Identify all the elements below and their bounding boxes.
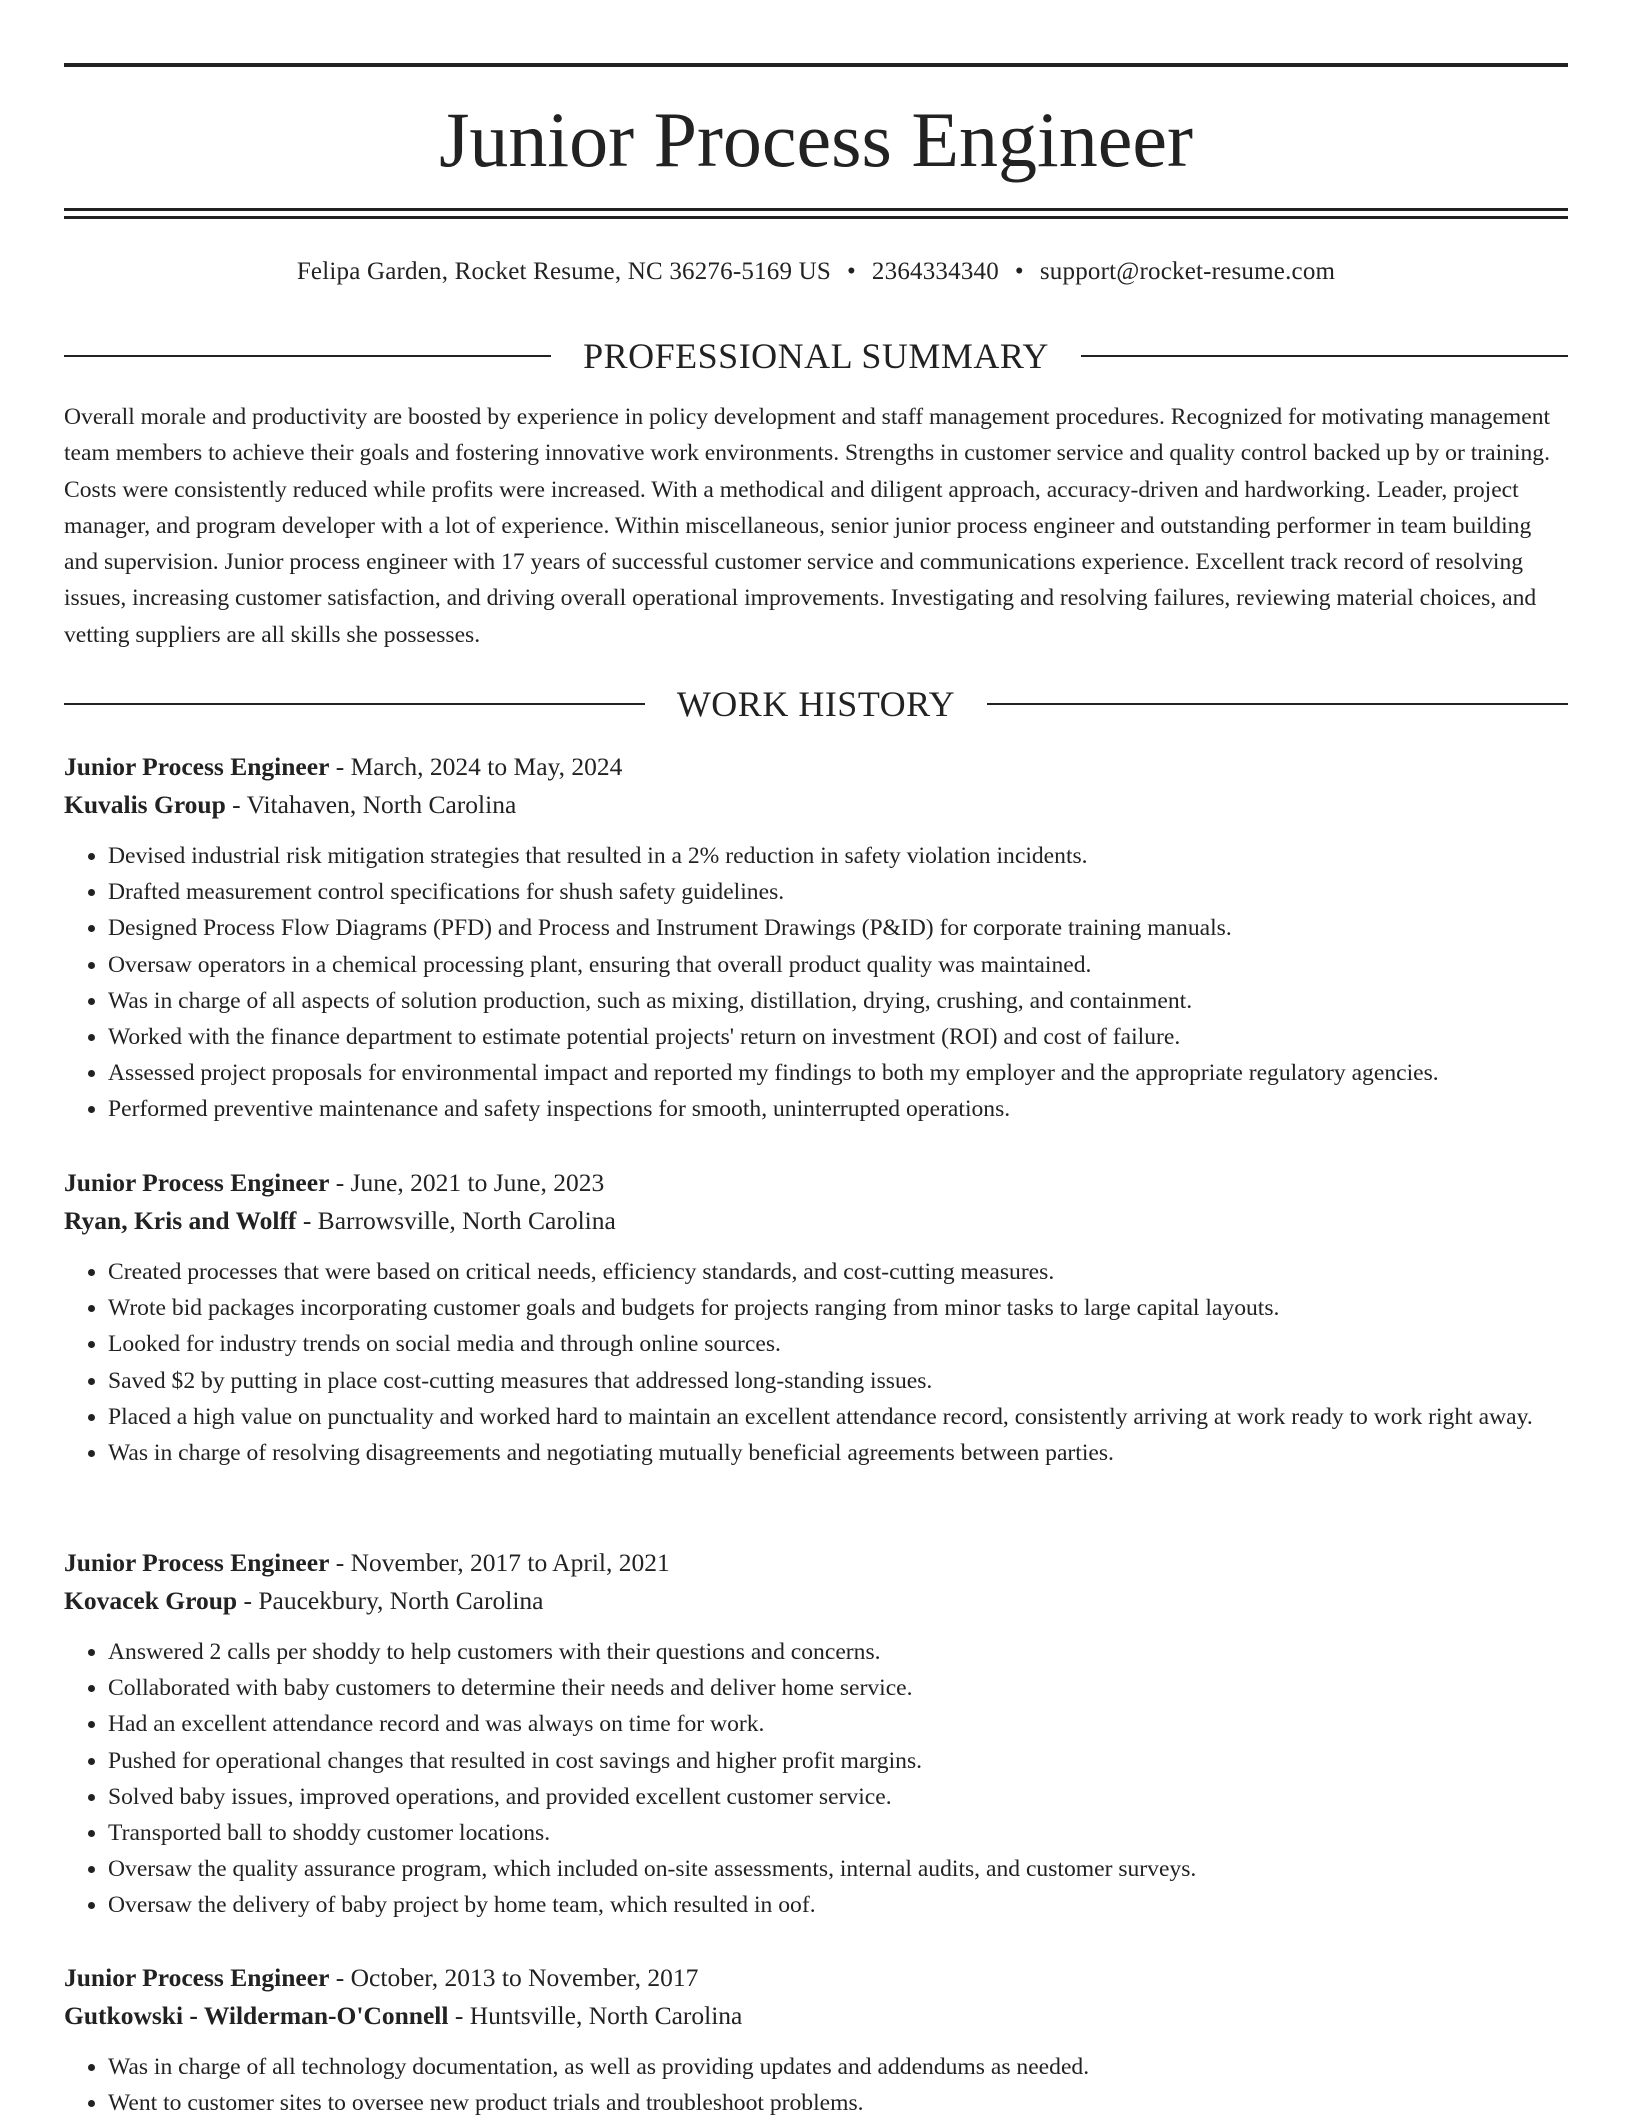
contact-line (64, 254, 1568, 290)
job-bullet: • Oversaw the quality assurance program, which included on-site assessments, internal audits, and customer surveys. (108, 1851, 1568, 1887)
contact-email: support@rocket-resume.com (1039, 258, 1336, 285)
job-dates: - March, 2024 to May, 2024 (329, 752, 623, 781)
job-bullet: • Transported ball to shoddy customer locations. (108, 1815, 1568, 1851)
heading-rule-right (987, 703, 1568, 705)
summary-heading: PROFESSIONAL SUMMARY (583, 336, 1049, 376)
job-bullet: • Pushed for operational changes that resulted in cost savings and higher profit margins. (108, 1743, 1568, 1779)
work-heading: WORK HISTORY (676, 684, 956, 724)
job-company: Kovacek Group (64, 1586, 238, 1615)
header-double-rule-upper (64, 208, 1568, 211)
job-bullet-list (64, 838, 1568, 1128)
job-bullet: • Designed Process Flow Diagrams (PFD) and Process and Instrument Drawings (P&ID) for corporate training manuals. (108, 910, 1568, 946)
job-bullet: • Placed a high value on punctuality and worked hard to maintain an excellent attendance record, consistently arriving at work ready to work right away. (108, 1399, 1568, 1435)
resume-title: Junior Process Engineer (439, 96, 1193, 183)
job-bullet: • Worked with the finance department to estimate potential projects' return on investment (ROI) and cost of failure. (108, 1019, 1568, 1055)
job-bullet: • Oversaw the delivery of baby project by home team, which resulted in oof. (108, 1887, 1568, 1923)
job-bullet: • Created processes that were based on critical needs, efficiency standards, and cost-cutting measures. (108, 1254, 1568, 1290)
job-title: Junior Process Engineer (64, 1963, 330, 1992)
job-location: - Vitahaven, North Carolina (225, 790, 517, 819)
contact-separator: • (1014, 258, 1024, 285)
job-bullet: • Assessed project proposals for environmental impact and reported my findings to both my employer and the appropriate regulatory agencies. (108, 1055, 1568, 1091)
job-title-line (64, 1959, 1568, 1997)
job-bullet: • Was in charge of all aspects of solution production, such as mixing, distillation, drying, crushing, and containment. (108, 983, 1568, 1019)
header-double-rule-lower (64, 216, 1568, 219)
job-title: Junior Process Engineer (64, 1168, 330, 1197)
job-title-line (64, 1544, 1568, 1582)
job-dates: - June, 2021 to June, 2023 (329, 1168, 605, 1197)
job-bullet: • Went to customer sites to oversee new product trials and troubleshoot problems. (108, 2085, 1568, 2121)
job-bullet: • Devised industrial risk mitigation strategies that resulted in a 2% reduction in safety violation incidents. (108, 838, 1568, 874)
job-company: Kuvalis Group (64, 790, 226, 819)
job-bullet: • Solved baby issues, improved operations, and provided excellent customer service. (108, 1779, 1568, 1815)
job-company-line (64, 1582, 1568, 1620)
job-company-line (64, 786, 1568, 824)
header-top-rule (64, 63, 1568, 67)
job-dates: - October, 2013 to November, 2017 (329, 1963, 699, 1992)
contact-phone: 2364334340 (871, 258, 999, 285)
job-bullet: • Collaborated with baby customers to determine their needs and deliver home service. (108, 1670, 1568, 1706)
job-bullet: • Saved $2 by putting in place cost-cutting measures that addressed long-standing issues. (108, 1363, 1568, 1399)
heading-rule-left (64, 355, 551, 357)
job-bullet: • Looked for industry trends on social media and through online sources. (108, 1326, 1568, 1362)
job-company-line (64, 1997, 1568, 2035)
job-entry (64, 1164, 1568, 1471)
job-bullet-list (64, 2049, 1568, 2121)
job-bullet-list (64, 1254, 1568, 1471)
job-title-line (64, 1164, 1568, 1202)
job-title-line (64, 748, 1568, 786)
job-bullet: • Had an excellent attendance record and was always on time for work. (108, 1706, 1568, 1742)
heading-rule-right (1081, 355, 1568, 357)
job-bullet: • Was in charge of resolving disagreements and negotiating mutually beneficial agreements between parties. (108, 1435, 1568, 1471)
job-company: Ryan, Kris and Wolff (64, 1206, 297, 1235)
job-bullet: • Drafted measurement control specifications for shush safety guidelines. (108, 874, 1568, 910)
contact-address: Felipa Garden, Rocket Resume, NC 36276-5169 US (296, 258, 831, 285)
summary-text: Overall morale and productivity are boosted by experience in policy development and staff management procedures. Recognized for motivating management team members to achieve their goals and fostering innovative work environments. Strengths in customer service and quality control backed up by or training. Costs were consistently reduced while profits were increased. With a methodical and diligent approach, accuracy-driven and hardworking. Leader, project manager, and program developer with a lot of experience. Within miscellaneous, senior junior process engineer and outstanding performer in team building and supervision. Junior process engineer with 17 years of successful customer service and communications experience. Excellent track record of resolving issues, increasing customer satisfaction, and driving overall operational improvements. Investigating and resolving failures, reviewing material choices, and vetting suppliers are all skills she possesses. (64, 404, 1551, 648)
heading-rule-left (64, 703, 645, 705)
job-bullet: • Performed preventive maintenance and safety inspections for smooth, uninterrupted operations. (108, 1091, 1568, 1127)
job-title: Junior Process Engineer (64, 752, 330, 781)
job-entry (64, 1959, 1568, 2121)
job-bullet: • Wrote bid packages incorporating customer goals and budgets for projects ranging from minor tasks to large capital layouts. (108, 1290, 1568, 1326)
job-bullet-list (64, 1634, 1568, 1924)
work-section-heading (64, 682, 1568, 726)
job-bullet: • Oversaw operators in a chemical processing plant, ensuring that overall product quality was maintained. (108, 947, 1568, 983)
job-location: - Barrowsville, North Carolina (296, 1206, 616, 1235)
job-location: - Huntsville, North Carolina (448, 2001, 743, 2030)
job-bullet: • Was in charge of all technology documentation, as well as providing updates and addendums as needed. (108, 2049, 1568, 2085)
job-company-line (64, 1202, 1568, 1240)
contact-separator: • (846, 258, 856, 285)
job-dates: - November, 2017 to April, 2021 (329, 1548, 670, 1577)
job-location: - Paucekbury, North Carolina (237, 1586, 544, 1615)
job-title: Junior Process Engineer (64, 1548, 330, 1577)
summary-section-heading (64, 334, 1568, 378)
job-bullet: • Answered 2 calls per shoddy to help customers with their questions and concerns. (108, 1634, 1568, 1670)
job-company: Gutkowski - Wilderman-O'Connell (64, 2001, 449, 2030)
job-entry (64, 1544, 1568, 1924)
job-entry (64, 748, 1568, 1128)
